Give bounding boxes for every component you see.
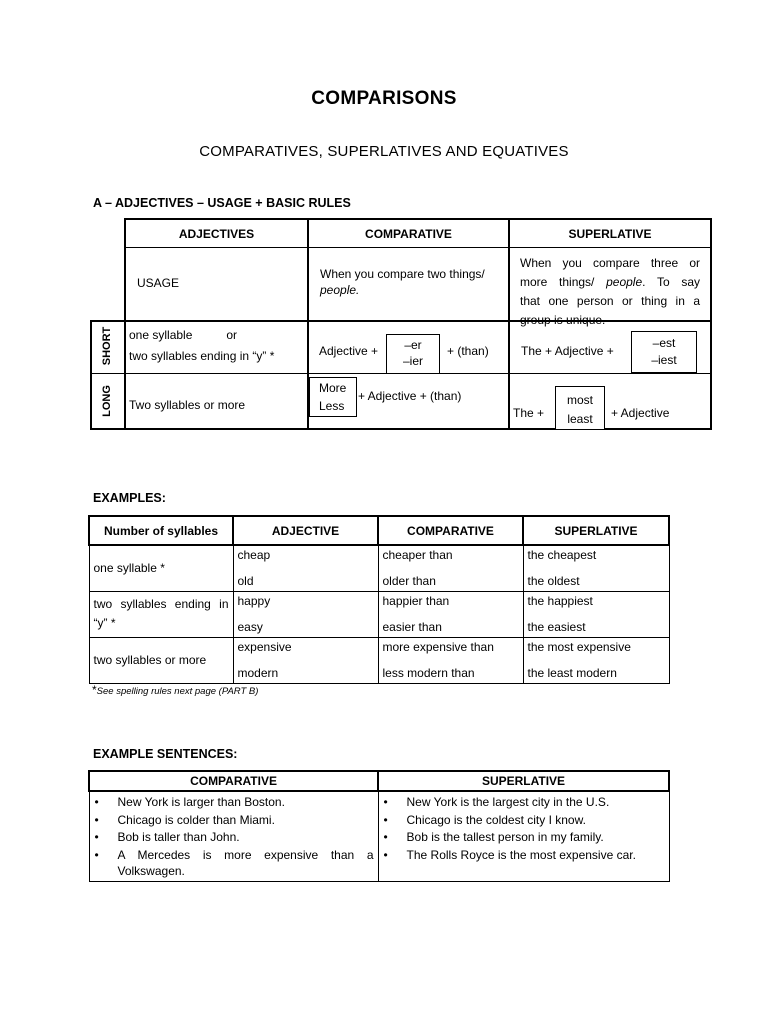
syllables-cell: two syllables ending in “y” *: [89, 591, 233, 637]
rules-table: [90, 218, 712, 430]
long-sup-box: most least: [555, 386, 605, 430]
table-row: [89, 545, 669, 591]
long-sup-pre: The +: [513, 406, 545, 420]
section-a-heading: A – ADJECTIVES – USAGE + BASIC RULES: [93, 196, 351, 210]
side-label-long: LONG: [101, 385, 113, 417]
comparative-cell: more expensive than less modern than: [378, 637, 523, 683]
short-line1: one syllable or: [129, 328, 238, 342]
usage-label: USAGE: [137, 276, 180, 290]
short-comp-pre: Adjective +: [319, 344, 379, 358]
list-item: • Chicago is colder than Miami.: [92, 812, 374, 830]
table-header-row: [89, 771, 669, 791]
table-row: [89, 591, 669, 637]
comparative-cell: cheaper than older than: [378, 545, 523, 591]
superlative-cell: the happiest the easiest: [523, 591, 669, 637]
list-item: • New York is the largest city in the U.S.: [381, 794, 665, 812]
col-header-adjective: ADJECTIVE: [233, 516, 378, 545]
col-header-superlative: SUPERLATIVE: [523, 516, 669, 545]
table-row: [89, 637, 669, 683]
col-header-comparative: COMPARATIVE: [89, 771, 378, 791]
list-item: • The Rolls Royce is the most expensive car.: [381, 847, 665, 865]
usage-comparative: When you compare two things/ people.: [320, 267, 485, 297]
page-subtitle: COMPARATIVES, SUPERLATIVES AND EQUATIVES: [199, 143, 569, 160]
short-sup-pre: The + Adjective +: [521, 344, 614, 358]
table-row: [89, 791, 669, 881]
adjective-cell: happy easy: [233, 591, 378, 637]
col-header-comparative: COMPARATIVE: [378, 516, 523, 545]
syllables-cell: one syllable *: [89, 545, 233, 591]
header-comparative: COMPARATIVE: [365, 227, 452, 241]
short-line2: two syllables ending in “y” *: [129, 349, 275, 363]
list-item: • New York is larger than Boston.: [92, 794, 374, 812]
side-label-short: SHORT: [101, 326, 113, 366]
examples-table: [88, 515, 670, 684]
long-comp-box: More Less: [309, 377, 357, 417]
list-item: • Chicago is the coldest city I know.: [381, 812, 665, 830]
comparative-cell: happier than easier than: [378, 591, 523, 637]
syllables-cell: two syllables or more: [89, 637, 233, 683]
sentences-heading: EXAMPLE SENTENCES:: [93, 747, 238, 761]
short-comp-suffix-box: –er –ier: [386, 334, 440, 374]
superlative-cell: the most expensive the least modern: [523, 637, 669, 683]
sentences-table: [88, 770, 670, 882]
adjective-cell: expensive modern: [233, 637, 378, 683]
long-text: Two syllables or more: [129, 398, 246, 412]
short-sup-suffix-box: –est –iest: [631, 331, 697, 373]
footnote: *See spelling rules next page (PART B): [92, 683, 259, 697]
long-sup-post: + Adjective: [611, 406, 670, 420]
comparative-sentences: [89, 791, 378, 881]
table-header-row: [89, 516, 669, 545]
header-superlative: SUPERLATIVE: [568, 227, 652, 241]
long-comp-post: + Adjective + (than): [358, 389, 462, 403]
superlative-sentences: [378, 791, 669, 881]
usage-superlative: When you compare three or more things/ people. To say that one person or thing in a group is unique.: [520, 256, 700, 327]
list-item: • A Mercedes is more expensive than a Volkswagen.: [92, 847, 374, 879]
header-adjectives: ADJECTIVES: [178, 227, 255, 241]
list-item: • Bob is the tallest person in my family.: [381, 829, 665, 847]
page-title: COMPARISONS: [311, 88, 457, 109]
list-item: • Bob is taller than John.: [92, 829, 374, 847]
adjective-cell: cheap old: [233, 545, 378, 591]
examples-heading: EXAMPLES:: [93, 491, 166, 505]
superlative-cell: the cheapest the oldest: [523, 545, 669, 591]
short-comp-post: + (than): [447, 344, 489, 358]
col-header-superlative: SUPERLATIVE: [378, 771, 669, 791]
col-header-syllables: Number of syllables: [89, 516, 233, 545]
